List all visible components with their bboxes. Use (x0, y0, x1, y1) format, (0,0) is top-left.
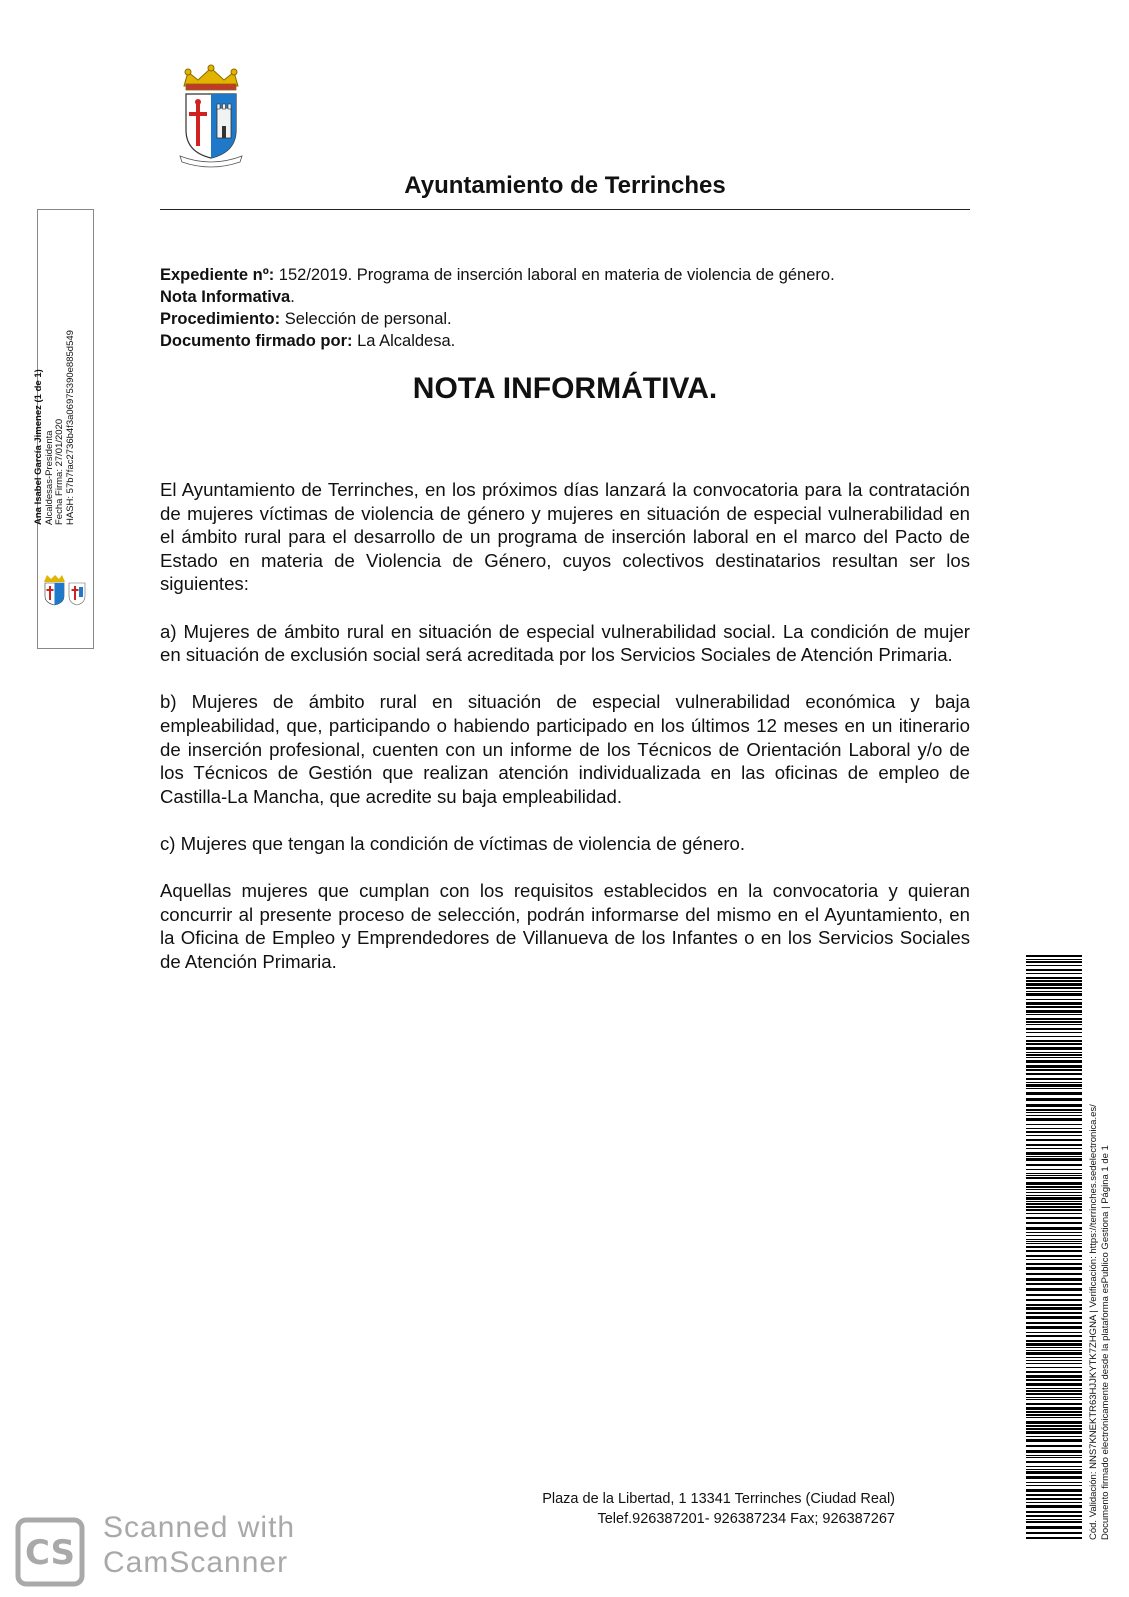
barcode-bar (1026, 1519, 1082, 1520)
barcode-bar (1026, 1217, 1082, 1219)
barcode-bar (1026, 1002, 1082, 1005)
item-c-paragraph: c) Mujeres que tengan la condición de víctimas de violencia de género. (160, 832, 746, 854)
barcode-bar (1026, 1235, 1082, 1236)
barcode-bar (1026, 1092, 1082, 1095)
expediente-value: 152/2019. Programa de inserción laboral en materia de violencia de género. (274, 266, 835, 284)
barcode-bar (1026, 1010, 1082, 1013)
item-b-paragraph: b) Mujeres de ámbito rural en situación de especial vulnerabilidad económica y baja empleabilidad, que, participando o habiendo participado en los últimos 12 meses en un itinerario de inserción profesional, cuenten con un informe de los Técnicos de Orientación Laboral y/o de los Técnicos de Gestión que realizan atención individualizada en las oficinas de empleo de Castilla-La Mancha, que acredite su baja empleabilidad. (160, 691, 970, 807)
signature-crest-icon (41, 572, 91, 606)
barcode-bar (1026, 1177, 1082, 1179)
barcode-bar (1026, 1360, 1082, 1361)
barcode-bar (1026, 1347, 1082, 1348)
barcode-bar (1026, 1115, 1082, 1116)
barcode-bar (1026, 1135, 1082, 1136)
signature-hash: HASH: 57b7fac2736b4f3a06975390e885d549 (64, 330, 76, 525)
item-a-paragraph: a) Mujeres de ámbito rural en situación de especial vulnerabilidad social. La condición de mujer en situación de exclusión social será acreditada por los Servicios Sociales de Atención Primaria. (160, 620, 970, 666)
barcode-bar (1026, 1197, 1082, 1200)
barcode-bar (1026, 1485, 1082, 1486)
intro-paragraph: El Ayuntamiento de Terrinches, en los próximos días lanzará la convocatoria para la contratación de mujeres víctimas de violencia de género y mujeres en situación de especial vulnerabilidad en el ámbito rural para el desarrollo de un programa de inserción laboral en el marco del Pacto de Estado en materia de Violencia de Género, cuyos colectivos destinatarios resultan ser los siguientes: (160, 479, 970, 595)
barcode-bar (1026, 1326, 1082, 1329)
barcode-bar (1026, 1450, 1082, 1453)
barcode-bar (1026, 1482, 1082, 1483)
signer-name: Ana Isabel García Jimenez (1 de 1) (33, 369, 44, 525)
barcode-bar (1026, 1040, 1082, 1042)
barcode-bar (1026, 1021, 1082, 1023)
barcode-bar (1026, 1052, 1082, 1053)
footer-address (470, 1490, 895, 1529)
firmado-label: Documento firmado por: (160, 332, 353, 350)
barcode-bar (1026, 1186, 1082, 1188)
barcode-bar (1026, 1255, 1082, 1257)
expediente-line (160, 264, 980, 286)
barcode-bar (1026, 1375, 1082, 1378)
barcode-bar (1026, 1294, 1082, 1296)
barcode-bar (1026, 1152, 1082, 1155)
barcode-bar (1026, 1439, 1082, 1442)
validation-code-line: Cód. Validación: NNS7KNEKTR63HJJKYTK7ZHGNA | Verificación: https://terrinches.sedelectronica.es/ (1088, 1104, 1099, 1540)
barcode-bar (1026, 1335, 1082, 1337)
barcode-bar (1026, 1397, 1082, 1398)
barcode-bar (1026, 1278, 1082, 1281)
barcode-bar (1026, 1028, 1082, 1030)
barcode-bar (1026, 1521, 1082, 1523)
camscanner-watermark (103, 1510, 295, 1580)
barcode-bar (1026, 969, 1082, 971)
barcode-bar (1026, 1182, 1082, 1185)
nota-line (160, 286, 980, 308)
barcode-bar (1026, 1428, 1082, 1430)
barcode-bar (1026, 1098, 1082, 1101)
barcode-bar (1026, 1322, 1082, 1324)
coat-of-arms-icon (178, 64, 244, 172)
barcode-bar (1026, 1425, 1082, 1427)
barcode-bar (1026, 1350, 1082, 1351)
barcode-bar (1026, 1466, 1082, 1467)
barcode-bar (1026, 1069, 1082, 1071)
barcode-bar (1026, 1267, 1082, 1270)
watermark-line1: Scanned with (103, 1511, 296, 1544)
verification-text-block (1088, 955, 1116, 1540)
barcode-bar (1026, 1128, 1082, 1129)
barcode-bar (1026, 1232, 1082, 1233)
barcode-bar (1026, 1489, 1082, 1492)
barcode-bar (1026, 1006, 1082, 1008)
barcode-bar (1026, 1399, 1082, 1400)
barcode-bar (1026, 1144, 1082, 1146)
barcode-bar (1026, 977, 1082, 979)
barcode-bar (1026, 1054, 1082, 1056)
barcode-bar (1026, 987, 1082, 989)
municipality-title: Ayuntamiento de Terrinches (404, 172, 726, 199)
barcode-bar (1026, 1379, 1082, 1381)
header-divider (160, 209, 970, 210)
barcode-bar (1026, 1494, 1082, 1496)
barcode-bar (1026, 1457, 1082, 1458)
barcode-bar (1026, 1243, 1082, 1244)
expediente-label: Expediente nº: (160, 266, 275, 284)
barcode-bar (1026, 1131, 1082, 1133)
barcode-bar (1026, 1283, 1082, 1285)
barcode-bar (1026, 1073, 1082, 1075)
barcode-bar (1026, 1511, 1082, 1513)
closing-paragraph: Aquellas mujeres que cumplan con los requisitos establecidos en la convocatoria y quieran concurrir al presente proceso de selección, podrán informarse del mismo en el Ayuntamiento, en la Oficina de Empleo y Emprendedores de Villanueva de los Infantes o en los Servicios Sociales de Atención Primaria. (160, 880, 970, 972)
barcode-bar (1026, 1299, 1082, 1301)
barcode-bar (1026, 1417, 1082, 1418)
barcode-bar (1026, 1263, 1082, 1265)
barcode-bar (1026, 1047, 1082, 1050)
barcode-bar (1026, 959, 1082, 960)
barcode-bar (1026, 1088, 1082, 1089)
barcode-bar (1026, 1109, 1082, 1111)
barcode-bar (1026, 1195, 1082, 1196)
barcode-bar (1026, 1273, 1082, 1275)
barcode-bar (1026, 1532, 1082, 1534)
barcode-bar (1026, 1024, 1082, 1025)
document-meta (160, 264, 980, 352)
signer-role: Alcaldesas-Presidenta (43, 430, 55, 525)
barcode-bar (1026, 1057, 1082, 1058)
barcode-bar (1026, 1436, 1082, 1437)
barcode-bar (1026, 1203, 1082, 1205)
barcode-bar (1026, 1461, 1082, 1463)
barcode-bar (1026, 1213, 1082, 1214)
barcode-bar (1026, 1060, 1082, 1063)
firmado-line (160, 330, 980, 352)
procedimiento-label: Procedimiento: (160, 310, 281, 328)
barcode-bar (1026, 1332, 1082, 1333)
barcode-bar (1026, 1515, 1082, 1517)
barcode-bar (1026, 1173, 1082, 1174)
barcode-bar (1026, 1124, 1082, 1125)
address-line: Plaza de la Libertad, 1 13341 Terrinches (Ciudad Real) (542, 1491, 895, 1507)
barcode-bar (1026, 1169, 1082, 1170)
barcode-bar (1026, 1431, 1082, 1434)
barcode-bar (1026, 1014, 1082, 1015)
barcode-bar (1026, 1407, 1082, 1410)
barcode-bar (1026, 1206, 1082, 1208)
barcode-bar (1026, 1476, 1082, 1479)
barcode-bar (1026, 1082, 1082, 1083)
camscanner-logo-icon (15, 1517, 85, 1587)
barcode-bar (1026, 1498, 1082, 1500)
barcode-bar (1026, 1393, 1082, 1395)
barcode-bar (1026, 1018, 1082, 1020)
barcode-bar (1026, 1227, 1082, 1230)
barcode-bar (1026, 961, 1082, 963)
barcode-bar (1026, 1259, 1082, 1260)
barcode-bar (1026, 1084, 1082, 1087)
barcode-bar (1026, 1192, 1082, 1193)
barcode-bar (1026, 1403, 1082, 1405)
barcode-bar (1026, 973, 1082, 974)
barcode-bar (1026, 1414, 1082, 1416)
nota-suffix: . (290, 288, 295, 306)
signature-date: Fecha Firma: 27/01/2020 (54, 418, 65, 525)
barcode-bar (1026, 1139, 1082, 1141)
barcode-bar (1026, 965, 1082, 966)
barcode-bar (1026, 1246, 1082, 1248)
barcode-bar (1026, 1363, 1082, 1364)
barcode-bar (1026, 1471, 1082, 1474)
barcode-bar (1026, 1502, 1082, 1503)
barcode-bar (1026, 1175, 1082, 1176)
barcode-bar (1026, 1078, 1082, 1080)
barcode-bar (1026, 1288, 1082, 1291)
barcode-bar (1026, 1343, 1082, 1346)
barcode-bar (1026, 1537, 1082, 1539)
barcode-bar (1026, 1445, 1082, 1447)
phone-line: Telef.926387201- 926387234 Fax; 926387267 (597, 1510, 895, 1527)
barcode-bar (1026, 983, 1082, 986)
barcode-bar (1026, 1148, 1082, 1149)
barcode-bar (1026, 1304, 1082, 1306)
barcode-bar (1026, 1526, 1082, 1529)
procedimiento-value: Selección de personal. (280, 310, 452, 328)
barcode-bar (1026, 1312, 1082, 1314)
barcode-bar (1026, 1505, 1082, 1508)
barcode-bar (1026, 1209, 1082, 1211)
procedimiento-line (160, 308, 980, 330)
barcode-bar (1026, 1158, 1082, 1161)
barcode-bar (1026, 1118, 1082, 1121)
barcode-bar (1026, 1367, 1082, 1368)
barcode-bar (1026, 1032, 1082, 1033)
validation-barcode (1026, 955, 1082, 1540)
barcode-bar (1026, 1383, 1082, 1386)
barcode-bar (1026, 1411, 1082, 1413)
barcode-bar (1026, 1357, 1082, 1358)
barcode-bar (1026, 980, 1082, 982)
barcode-bar (1026, 1469, 1082, 1470)
barcode-bar (1026, 1307, 1082, 1310)
barcode-bar (1026, 1104, 1082, 1107)
barcode-bar (1026, 1390, 1082, 1392)
barcode-bar (1026, 1239, 1082, 1240)
camscanner-logo-text: CS (24, 1533, 76, 1573)
barcode-bar (1026, 1043, 1082, 1045)
barcode-bar (1026, 1201, 1082, 1202)
barcode-bar (1026, 993, 1082, 996)
barcode-bar (1026, 1156, 1082, 1157)
barcode-bar (1026, 991, 1082, 992)
firmado-value: La Alcaldesa. (352, 332, 456, 350)
watermark-line2: CamScanner (103, 1546, 289, 1579)
document-body (160, 478, 970, 997)
signature-text-block (33, 295, 76, 525)
barcode-bar (1026, 1250, 1082, 1252)
barcode-bar (1026, 1388, 1082, 1389)
nota-label: Nota Informativa (160, 288, 291, 306)
barcode-bar (1026, 1164, 1082, 1166)
barcode-bar (1026, 1189, 1082, 1190)
barcode-bar (1026, 1316, 1082, 1319)
barcode-bar (1026, 999, 1082, 1000)
document-title: NOTA INFORMÁTIVA. (412, 372, 718, 405)
barcode-bar (1026, 1065, 1082, 1068)
barcode-bar (1026, 1036, 1082, 1037)
barcode-bar (1026, 1222, 1082, 1224)
barcode-bar (1026, 955, 1082, 957)
barcode-bar (1026, 1455, 1082, 1456)
platform-line: Documento firmado electrónicamente desde la plataforma esPublico Gestiona | Página 1 de 1 (1099, 1145, 1111, 1540)
barcode-bar (1026, 1352, 1082, 1355)
barcode-bar (1026, 1371, 1082, 1373)
barcode-bar (1026, 1340, 1082, 1342)
barcode-bar (1026, 1421, 1082, 1424)
barcode-bar (1026, 1241, 1082, 1242)
barcode-bar (1026, 1112, 1082, 1113)
